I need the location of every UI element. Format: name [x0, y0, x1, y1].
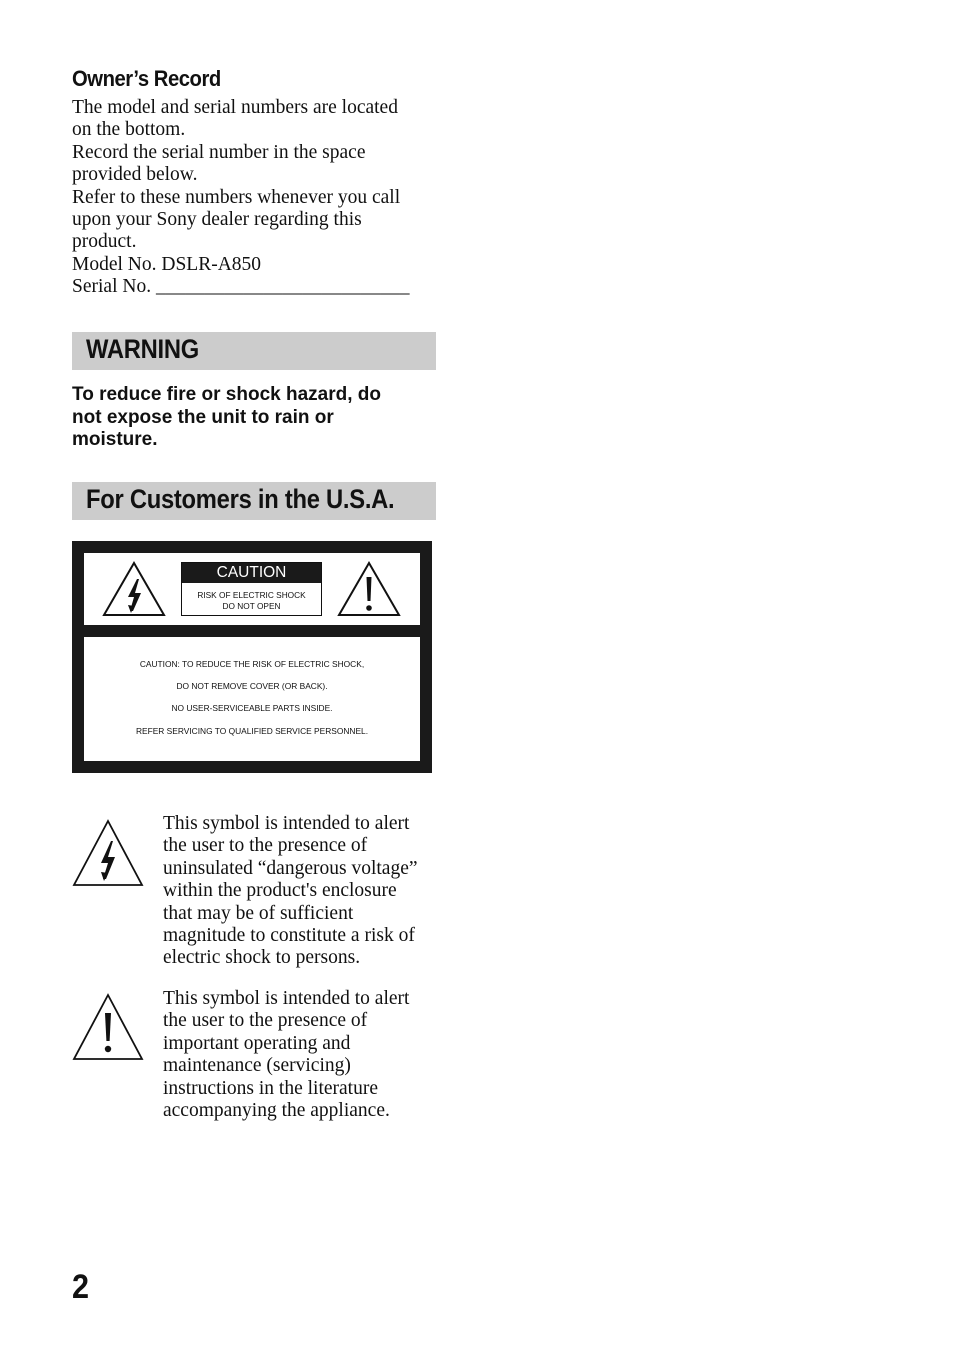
caution-top-panel — [84, 553, 420, 625]
description-line: the user to the presence of — [163, 835, 368, 857]
description-line: the user to the presence of — [163, 1010, 368, 1032]
description-line: instructions in the literature — [163, 1077, 378, 1099]
warning-line: not expose the unit to rain or — [72, 406, 334, 428]
caution-line: NO USER-SERVICEABLE PARTS INSIDE. — [171, 703, 333, 713]
description-line: accompanying the appliance. — [163, 1100, 390, 1122]
warning-line: moisture. — [72, 429, 158, 450]
description-line: This symbol is intended to alert — [163, 813, 410, 834]
exclamation-warning-icon — [337, 561, 401, 617]
description-line: This symbol is intended to alert — [163, 988, 410, 1009]
caution-bottom-panel — [84, 637, 420, 761]
owners-record-line: The model and serial numbers are located — [72, 97, 398, 118]
usa-heading-band — [72, 482, 436, 520]
page-number: 2 — [72, 1268, 90, 1306]
description-line: within the product's enclosure — [163, 880, 397, 902]
warning-heading-band — [72, 332, 436, 370]
serial-number-line: Serial No. __________________________ — [72, 276, 410, 298]
owners-record-line: Record the serial number in the space — [72, 141, 366, 163]
description-line: important operating and — [163, 1032, 351, 1054]
owners-record-heading: Owner’s Record — [72, 66, 221, 91]
owners-record-line: provided below. — [72, 164, 198, 186]
caution-title: CAUTION — [182, 563, 321, 583]
caution-line: CAUTION: TO REDUCE THE RISK OF ELECTRIC SHOCK, — [139, 659, 365, 669]
owners-record-text — [72, 97, 442, 299]
owners-record-line: on the bottom. — [72, 119, 186, 141]
lightning-warning-icon — [102, 561, 166, 617]
description-line: magnitude to constitute a risk of — [163, 925, 415, 947]
description-line: uninsulated “dangerous voltage” — [163, 857, 418, 879]
owners-record-line: product. — [72, 231, 137, 253]
caution-subtitle — [182, 590, 321, 611]
description-line: that may be of sufficient — [163, 902, 354, 924]
exclamation-warning-icon — [72, 993, 144, 1061]
owners-record-line: upon your Sony dealer regarding this — [72, 209, 362, 231]
caution-line: DO NOT REMOVE COVER (OR BACK). — [176, 681, 328, 691]
description-line: electric shock to persons. — [163, 947, 361, 969]
warning-text — [72, 384, 436, 452]
description-line: maintenance (servicing) — [163, 1055, 351, 1077]
caution-line: REFER SERVICING TO QUALIFIED SERVICE PERSONNEL. — [135, 726, 369, 736]
warning-line: To reduce fire or shock hazard, do — [72, 384, 381, 405]
caution-label-graphic — [72, 541, 432, 773]
caution-sticker — [181, 562, 322, 616]
caution-sub-line: RISK OF ELECTRIC SHOCK — [197, 590, 306, 600]
owners-record-line: Refer to these numbers whenever you call — [72, 186, 401, 208]
exclamation-symbol-description — [163, 988, 443, 1122]
model-number-line: Model No. DSLR-A850 — [72, 253, 262, 275]
lightning-warning-icon — [72, 819, 144, 887]
warning-heading: WARNING — [86, 334, 199, 364]
caution-sub-line: DO NOT OPEN — [222, 600, 281, 611]
lightning-symbol-description — [163, 813, 443, 970]
usa-heading: For Customers in the U.S.A. — [86, 484, 395, 514]
